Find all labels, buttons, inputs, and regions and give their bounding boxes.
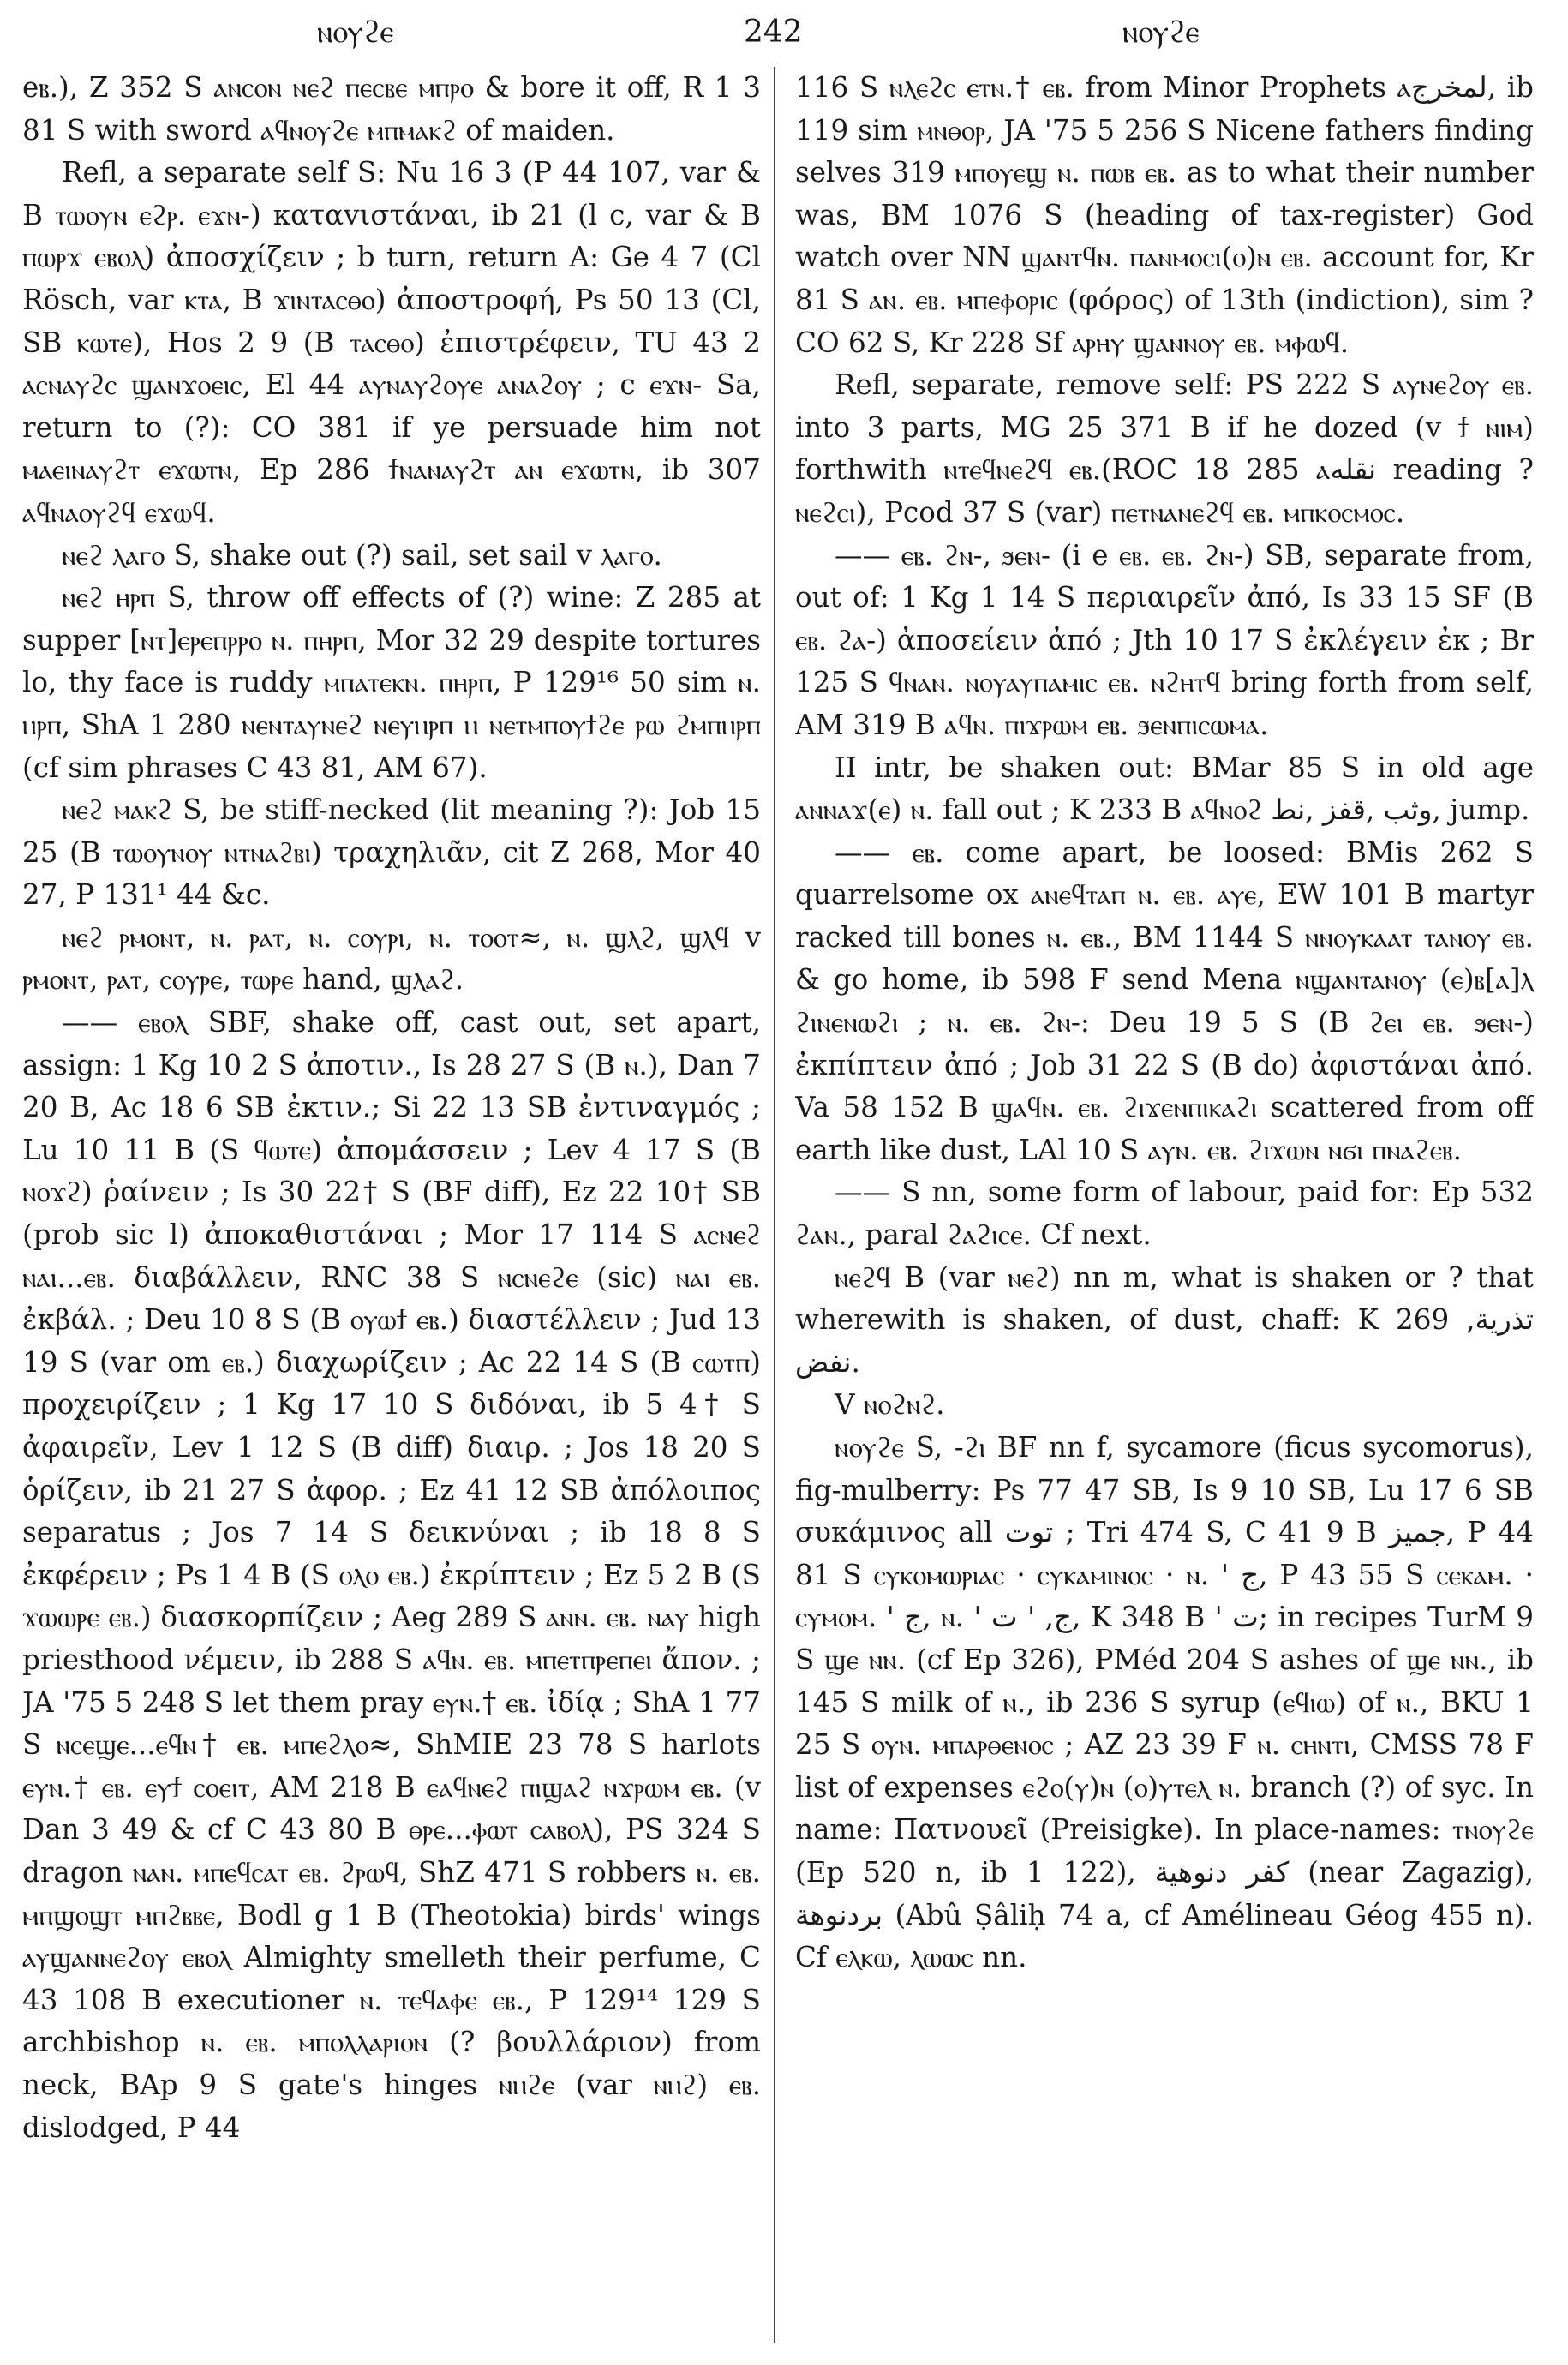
entry-paragraph: ⲛⲉϩ ⲏⲣⲡ S, throw off effects of (?) wine: Z 285 at supper [ⲛⲧ]ⲉⲣⲉⲡⲣⲣⲟ ⲛ. ⲡⲏⲣⲡ, Mor 32 29 despite tortures lo, thy face is ruddy ⲙⲡⲁⲧⲉⲕⲛ. ⲡⲏⲣⲡ, P 129¹⁶ 50 sim ⲛ. ⲏⲣⲡ, ShA 1 280 ⲛⲉⲛⲧⲁⲩⲛⲉϩ ⲛⲉⲩⲏⲣⲡ ⲏ ⲛⲉⲧⲙⲡⲟⲩϯϩⲉ ⲣⲱ ϩⲙⲡⲏⲣⲡ (cf sim phrases C 43 81, AM 67). [22,581,761,784]
entry-paragraph: eⲃ.), Z 352 S ⲁⲛⲥⲟⲛ ⲛⲉϩ ⲡⲉⲥⲃⲉ ⲙⲡⲣⲟ & bore it off, R 1 3 81 S with sword ⲁϥⲛⲟⲩϩⲉ ⲙⲡⲙⲁⲕϩ of maiden. [22,71,761,147]
entry-paragraph: II intr, be shaken out: BMar 85 S in old age ⲁⲛⲛⲁϫ(ⲉ) ⲛ. fall out ; K 233 B ⲁϥⲛⲟϩ وثب ,قفز ,نط, jump. [795,751,1534,827]
entry-paragraph: ⲛⲉϩ ⲙⲁⲕϩ S, be stiff-necked (lit meaning ?): Job 15 25 (B ⲧⲱⲟⲩⲛⲟⲩ ⲛⲧⲛⲁϩⲃⲓ) τραχηλιᾶν, cit Z 268, Mor 40 27, P 131¹ 44 &c. [22,793,761,912]
headword-entry: ⲛⲟⲩϩⲉ S, -ϩⲓ BF nn f, sycamore (ficus sycomorus), fig-mulberry: Ps 77 47 SB, Is 9 10 SB, Lu 17 6 SB συκάμινος all توت ; Tri 474 S, C 41 9 B جميز, P 44 81 S ⲥⲩⲕⲟⲙⲱⲣⲓⲁⲥ · ⲥⲩⲕⲁⲙⲓⲛⲟⲥ · ⲛ. ' ج, P 43 55 S ⲥⲉⲕⲁⲙ. · ⲥⲩⲙⲟⲙ. ' ج, ⲛ. ' ج, ' ت, K 348 B ' ت; in recipes TurM 9 S ϣⲉ ⲛⲛ. (cf Ep 326), PMéd 204 S ashes of ϣⲉ ⲛⲛ., ib 145 S milk of ⲛ., ib 236 S syrup (ⲉϥⲓⲱ) of ⲛ., BKU 1 25 S ⲟⲩⲛ. ⲙⲡⲁⲣⲑⲉⲛⲟⲥ ; AZ 23 39 F ⲛ. ⲥⲏⲛⲧⲓ, CMSS 78 F list of expenses ⲉϩⲟ(ⲩ)ⲛ (ⲟ)ⲩⲧⲉⲗ ⲛ. branch (?) of syc. In name: Πατνουεῖ (Preisigke). In place-names: ⲧⲛⲟⲩϩⲉ (Ep 520 n, ib 1 122), كفر دنوهية (near Zagazig), بردنوهة (Abû Ṣâliḥ 74 a, cf Amélineau Géog 455 n). Cf ⲉⲗⲕⲱ, ⲗⲱⲱⲥ nn. [795,1431,1534,1974]
entry-paragraph: Refl, separate, remove self: PS 222 S ⲁⲩⲛⲉϩⲟⲩ ⲉⲃ. into 3 parts, MG 25 371 B if he dozed (v ϯ ⲛⲓⲙ) forthwith ⲛⲧⲉϥⲛⲉϩϥ ⲉⲃ.(ROC 18 285 ⲁنقله reading ? ⲛⲉϩⲥⲓ), Pcod 37 S (var) ⲡⲉⲧⲛⲁⲛⲉϩϥ ⲉⲃ. ⲙⲡⲕⲟⲥⲙⲟⲥ. [795,368,1534,529]
entry-paragraph: ⲛⲉϩ ⲗⲁⲅⲟ S, shake out (?) sail, set sail v ⲗⲁⲅⲟ. [62,538,662,572]
running-head-right-title: ⲛⲟⲩϩⲉ [1122,15,1200,50]
entry-paragraph: ⲛⲉϩϥ B (var ⲛⲉϩ) nn m, what is shaken or ? that wherewith is shaken, of dust, chaff: K 269 تذرية, نفض. [795,1260,1534,1379]
entry-paragraph: —— S nn, some form of labour, paid for: Ep 532 ϩⲁⲛ., paral ϩⲁϩⲓⲥⲉ. Cf next. [795,1176,1534,1252]
entry-paragraph: —— ⲉⲃ. ϩⲛ-, ϧⲉⲛ- (i e ⲉⲃ. ⲉⲃ. ϩⲛ-) SB, separate from, out of: 1 Kg 1 14 S περιαιρεῖν ἀπό, Is 33 15 SF (B ⲉⲃ. ϩⲁ-) ἀποσείειν ἀπό ; Jth 10 17 S ἐκλέγειν ἐκ ; Br 125 S ϥⲛⲁⲛ. ⲛⲟⲩⲁⲩⲡⲁⲙⲓⲥ ⲉⲃ. ⲛϩⲏⲧϥ bring forth from self, AM 319 B ⲁϥⲛ. ⲡⲓϫⲣⲱⲙ ⲉⲃ. ϧⲉⲛⲡⲓⲥⲱⲙⲁ. [795,538,1534,741]
page-number: 242 [744,15,803,50]
entry-paragraph: 116 S ⲛⲗⲉϩⲥ ⲉⲧⲛ.† ⲉⲃ. from Minor Prophets ⲁلمخرج, ib 119 sim ⲙⲛⲑⲟⲣ, JA '75 5 256 S Nicene fathers finding selves 319 ⲙⲡⲟⲩⲉϣ ⲛ. ⲡⲱⲃ ⲉⲃ. as to what their number was, BM 1076 S (heading of tax-register) God watch over NN ϣⲁⲛⲧϥⲛ. ⲡⲁⲛⲙⲟⲥⲓ(ⲟ)ⲛ ⲉⲃ. account for, Kr 81 S ⲁⲛ. ⲉⲃ. ⲙⲡⲉⲫⲟⲣⲓⲥ (φόρος) of 13th (indiction), sim ? CO 62 S, Kr 228 Sf ⲁⲣⲏⲩ ϣⲁⲛⲛⲟⲩ ⲉⲃ. ⲙⲫⲱϥ. [795,71,1534,359]
entry-paragraph: V ⲛⲟϩⲛϩ. [835,1388,945,1422]
entry-paragraph: ⲛⲉϩ ⲣⲙⲟⲛⲧ, ⲛ. ⲣⲁⲧ, ⲛ. ⲥⲟⲩⲣⲓ, ⲛ. ⲧⲟⲟⲧ≈, ⲛ. ϣⲗϩ, ϣⲗϥ v ⲣⲙⲟⲛⲧ, ⲣⲁⲧ, ⲥⲟⲩⲣⲉ, ⲧⲱⲣⲉ hand, ϣⲗⲁϩ. [22,920,761,997]
running-head [0,7,1568,58]
running-head-left-title: ⲛⲟⲩϩⲉ [317,15,394,50]
entry-paragraph: —— ⲉⲃⲟⲗ SBF, shake off, cast out, set apart, assign: 1 Kg 10 2 S ἀποτιν., Is 28 27 S (B ⲛ.), Dan 7 20 B, Ac 18 6 SB ἐκτιν.; Si 22 13 SB ἐντιναγμός ; Lu 10 11 B (S ϥⲱⲧⲉ) ἀπομάσσειν ; Lev 4 17 S (B ⲛⲟϫϩ) ῥαίνειν ; Is 30 22† S (BF diff), Ez 22 10† SB (prob sic l) ἀποκαθιστάναι ; Mor 17 114 S ⲁⲥⲛⲉϩ ⲛⲁⲓ...ⲉⲃ. διαβάλλειν, RNC 38 S ⲛⲥⲛⲉϩⲉ (sic) ⲛⲁⲓ ⲉⲃ. ἐκβάλ. ; Deu 10 8 S (B ⲟⲩⲱϯ ⲉⲃ.) διαστέλλειν ; Jud 13 19 S (var om ⲉⲃ.) διαχωρίζειν ; Ac 22 14 S (B ⲥⲱⲧⲡ) προχειρίζειν ; 1 Kg 17 10 S διδόναι, ib 5 4† S ἀφαιρεῖν, Lev 1 12 S (B diff) διαιρ. ; Jos 18 20 S ὁρίζειν, ib 21 27 S ἀφορ. ; Ez 41 12 SB ἀπόλοιπος separatus ; Jos 7 14 S δεικνύναι ; ib 18 8 S ἐκφέρειν ; Ps 1 4 B (S ⲑⲗⲟ ⲉⲃ.) ἐκρίπτειν ; Ez 5 2 B (S ϫⲱⲱⲣⲉ ⲉⲃ.) διασκορπίζειν ; Aeg 289 S ⲁⲛⲛ. ⲉⲃ. ⲛⲁⲩ high priesthood νέμειν, ib 288 S ⲁϥⲛ. ⲉⲃ. ⲙⲡⲉⲧⲡⲣⲉⲡⲉⲓ ἄπον. ; JA '75 5 248 S let them pray ⲉⲩⲛ.† ⲉⲃ. ἰδίᾳ ; ShA 1 77 S ⲛⲥⲉϣⲉ...ⲉϥⲛ† ⲉⲃ. ⲙⲡⲉϩⲗⲟ≈, ShMIE 23 78 S harlots ⲉⲩⲛ.† ⲉⲃ. ⲉⲩϯ ⲥⲟⲉⲓⲧ, AM 218 B ⲉⲁϥⲛⲉϩ ⲡⲓϣⲁϩ ⲛϫⲣⲱⲙ ⲉⲃ. (v Dan 3 49 & cf C 43 80 B ⲑⲣⲉ...ⲫⲱⲧ ⲥⲁⲃⲟⲗ), PS 324 S dragon ⲛⲁⲛ. ⲙⲡⲉϥⲥⲁⲧ ⲉⲃ. ϩⲣⲱϥ, ShZ 471 S robbers ⲛ. ⲉⲃ. ⲙⲡϣⲟϣⲧ ⲙⲡϩⲃⲃⲉ, Bodl g 1 B (Theotokia) birds' wings ⲁⲩϣⲁⲛⲛⲉϩⲟⲩ ⲉⲃⲟⲗ Almighty smelleth their perfume, C 43 108 B executioner ⲛ. ⲧⲉϥⲁⲫⲉ ⲉⲃ., P 129¹⁴ 129 S archbishop ⲛ. ⲉⲃ. ⲙⲡⲟⲗⲗⲁⲣⲓⲟⲛ (? βουλλάριον) from neck, BAp 9 S gate's hinges ⲛⲏϩⲉ (var ⲛⲏϩ) ⲉⲃ. dislodged, P 44 [22,1006,761,2144]
entry-paragraph: Refl, a separate self S: Nu 16 3 (P 44 107, var & B ⲧⲱⲟⲩⲛ ⲉϩⲣ. ⲉϫⲛ-) καταvιστάναι, ib 21 (l c, var & B ⲡⲱⲣϫ ⲉⲃⲟⲗ) ἀποσχίζειν ; b turn, return A: Ge 4 7 (Cl Rösch, var ⲕⲧⲁ, B ϫⲓⲛⲧⲁⲥⲑⲟ) ἀποστροφή, Ps 50 13 (Cl, SB ⲕⲱⲧⲉ), Hos 2 9 (B ⲧⲁⲥⲑⲟ) ἐπιστρέφειν, TU 43 2 ⲁⲥⲛⲁⲩϩⲥ ϣⲁⲛϫⲟⲉⲓⲥ, El 44 ⲁⲩⲛⲁⲩϩⲟⲩⲉ ⲁⲛⲁϩⲟⲩ ; c ⲉϫⲛ- Sa, return to (?): CO 381 if ye persuade him not ⲙⲁⲉⲓⲛⲁⲩϩⲧ ⲉϫⲱⲧⲛ, Ep 286 ϯⲛⲁⲛⲁⲩϩⲧ ⲁⲛ ⲉϫⲱⲧⲛ, ib 307 ⲁϥⲛⲁⲟⲩϩϥ ⲉϫⲱϥ. [22,156,761,529]
column-divider [774,67,775,2343]
entry-paragraph: —— ⲉⲃ. come apart, be loosed: BMis 262 S quarrelsome ox ⲁⲛⲉϥⲧⲁⲡ ⲛ. ⲉⲃ. ⲁⲩⲉ, EW 101 B martyr racked till bones ⲛ. ⲉⲃ., BM 1144 S ⲛⲛⲟⲩⲕⲁⲁⲧ ⲧⲁⲛⲟⲩ ⲉⲃ. & go home, ib 598 F send Mena ⲛϣⲁⲛⲧⲁⲛⲟⲩ (ⲉ)ⲃ[ⲁ]ⲗ ϩⲓⲛⲉⲛⲱϩⲓ ; ⲛ. ⲉⲃ. ϩⲛ-: Deu 19 5 S (B ϩⲉⲓ ⲉⲃ. ϧⲉⲛ-) ἐκπίπτειν ἀπό ; Job 31 22 S (B do) ἀφιστάναι ἀπό. Va 58 152 B ϣⲁϥⲛ. ⲉⲃ. ϩⲓϫⲉⲛⲡⲓⲕⲁϩⲓ scattered from off earth like dust, LAl 10 S ⲁⲩⲛ. ⲉⲃ. ϩⲓϫⲱⲛ ⲛϭⲓ ⲡⲛⲁϩⲉⲃ. [795,835,1534,1166]
left-column [22,67,761,2348]
right-column [795,67,1534,2348]
